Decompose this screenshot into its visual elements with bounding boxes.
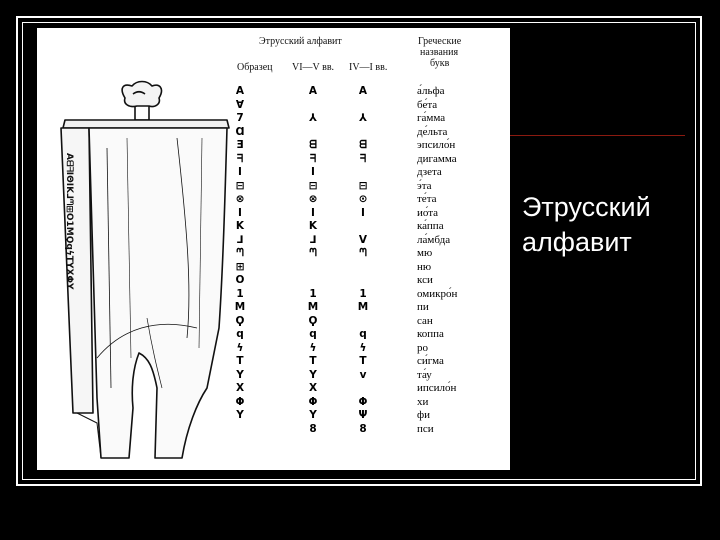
sample-glyph: T — [236, 355, 244, 367]
plate-header-period1: VI—V вв. — [292, 62, 335, 73]
alphabet-plate-image — [37, 28, 510, 470]
greek-letter-name: те́та — [417, 193, 437, 205]
greek-letter-name: пси — [417, 422, 434, 435]
period1-glyph: T — [309, 355, 317, 367]
greek-letter-name: фи — [417, 409, 431, 421]
greek-letter-name: ипсило́н — [417, 382, 457, 394]
period1-glyph: ⅃ — [309, 233, 317, 246]
greek-letter-name: де́льта — [417, 125, 448, 138]
period1-glyph: ⅄ — [309, 112, 317, 124]
greek-letter-name: эпсило́н — [417, 139, 456, 151]
greek-letter-name: сан — [417, 314, 433, 327]
greek-letter-name: га́мма — [417, 112, 446, 124]
greek-letter-name: пи — [417, 301, 429, 313]
period1-glyph: q — [309, 328, 317, 340]
period2-glyph: M — [357, 301, 369, 313]
period2-glyph — [355, 315, 371, 329]
sample-glyph: 7 — [236, 112, 244, 124]
sample-glyph: ϟ — [236, 341, 244, 354]
greek-letter-name: омикро́н — [417, 287, 458, 300]
period2-glyph: Ψ — [358, 409, 368, 421]
period2-glyph: ⅄ — [359, 112, 367, 124]
sample-glyph: Y — [236, 409, 244, 421]
sample-glyph: Ɐ — [235, 98, 245, 111]
period1-glyph — [305, 126, 321, 140]
period1-glyph: M — [307, 301, 319, 313]
period2-glyph — [355, 261, 371, 275]
greek-letter-name: ро — [417, 341, 428, 354]
period1-glyph — [305, 261, 321, 275]
plate-header-greek-line3: букв — [430, 58, 450, 69]
plate-header-greek-line2: названия — [420, 47, 459, 58]
period2-glyph: Φ — [358, 395, 368, 408]
sample-glyph: ⊟ — [235, 179, 245, 192]
period1-glyph: ⊟ — [308, 179, 318, 192]
period2-glyph — [355, 99, 371, 113]
period2-glyph — [355, 382, 371, 396]
greek-letter-name: а́льфа — [417, 85, 445, 97]
plate-header-title: Этрусский алфавит — [259, 36, 342, 47]
period1-glyph: A — [308, 85, 318, 97]
period1-glyph: Ϙ — [308, 314, 318, 327]
greek-letter-name: э́та — [417, 179, 432, 192]
plate-header-greek-line1: Греческие — [418, 36, 462, 47]
period1-glyph: X — [308, 382, 318, 394]
period1-glyph — [305, 274, 321, 288]
period2-glyph: T — [359, 355, 367, 367]
sample-glyph: Y — [236, 368, 244, 381]
title-divider-line — [510, 135, 685, 136]
slide-title — [522, 190, 702, 260]
greek-letter-name: дигамма — [417, 152, 457, 165]
period1-glyph — [305, 99, 321, 113]
period2-glyph: v — [359, 368, 367, 381]
period1-glyph: I — [311, 166, 315, 178]
greek-letter-name: ла́мбда — [417, 233, 451, 246]
plate-header-sample: Образец — [237, 62, 273, 73]
period1-glyph: ᖷ — [309, 152, 317, 165]
sample-glyph: Ɑ — [235, 125, 245, 138]
sample-glyph: X — [235, 382, 245, 394]
sample-glyph: ⅃ — [236, 233, 244, 246]
period1-glyph: Φ — [308, 395, 318, 408]
sample-glyph: M — [234, 301, 246, 313]
plate-header-period2: IV—I вв. — [349, 62, 388, 73]
period2-glyph: I — [361, 206, 365, 219]
period1-glyph: ᗺ — [309, 139, 317, 151]
sample-glyph: I — [238, 166, 242, 178]
period1-glyph: Y — [309, 368, 317, 381]
period2-glyph: A — [358, 85, 368, 97]
svg-text:AᗺᖷIΘIK⅃ᘉ⊞O1MϘqϟTYXΦY: AᗺᖷIΘIK⅃ᘉ⊞O1MϘqϟTYXΦY — [64, 153, 74, 290]
period2-glyph: ᗺ — [359, 139, 367, 151]
slide-title-line1: Этрусский — [522, 192, 651, 222]
period1-glyph: I — [311, 206, 315, 219]
sample-glyph: K — [235, 220, 245, 232]
period2-glyph — [355, 126, 371, 140]
greek-letter-name: ка́ппа — [417, 220, 444, 232]
period2-glyph: q — [359, 328, 367, 340]
period2-glyph — [355, 220, 371, 234]
period2-glyph — [355, 274, 371, 288]
greek-letter-name: ню — [417, 260, 432, 273]
period1-glyph: 8 — [309, 422, 317, 435]
sample-glyph: ᖷ — [236, 152, 244, 165]
period1-glyph: ᘉ — [309, 247, 317, 259]
period1-glyph-column — [305, 85, 321, 436]
greek-letter-name: мю — [417, 247, 433, 259]
sample-glyph: ⊗ — [235, 193, 245, 205]
period2-glyph: 1 — [359, 287, 367, 300]
period2-glyph: V — [358, 233, 368, 246]
slide-title-line2: алфавит — [522, 227, 632, 257]
greek-letter-name: бе́та — [417, 98, 438, 111]
sample-glyph: Ǝ — [236, 139, 244, 151]
period2-glyph: ⊟ — [358, 179, 368, 192]
period1-glyph: ϟ — [309, 341, 317, 354]
sample-glyph-column — [232, 85, 248, 423]
greek-names-column — [417, 85, 457, 436]
sample-glyph: 1 — [236, 287, 244, 300]
greek-letter-name: си́гма — [417, 355, 444, 367]
period1-glyph: ⊗ — [308, 193, 318, 205]
period2-glyph: 8 — [359, 422, 367, 435]
greek-letter-name: хи — [417, 395, 429, 408]
sample-glyph: Α — [235, 85, 245, 97]
period2-glyph-column — [355, 85, 371, 436]
sample-glyph: Ϙ — [235, 314, 245, 327]
greek-letter-name: ио́та — [417, 206, 439, 219]
period1-glyph: 1 — [309, 287, 317, 300]
sample-glyph: Φ — [235, 395, 245, 408]
period2-glyph: ᘉ — [359, 247, 367, 259]
sample-glyph: q — [236, 328, 244, 340]
period2-glyph — [355, 166, 371, 180]
sample-glyph: I — [238, 206, 242, 219]
greek-letter-name: коппа — [417, 328, 444, 340]
greek-letter-name: дзета — [417, 166, 442, 178]
period1-glyph: K — [308, 220, 318, 232]
period2-glyph: ϟ — [359, 341, 367, 354]
greek-letter-name: кси — [417, 274, 433, 286]
period2-glyph: ⊙ — [358, 193, 368, 205]
sample-glyph: O — [235, 274, 245, 286]
period2-glyph: ᖷ — [359, 152, 367, 165]
period1-glyph: Y — [309, 409, 317, 421]
sample-glyph: ⊞ — [235, 260, 245, 273]
sample-glyph: ᘉ — [236, 247, 244, 259]
greek-letter-name: та́у — [417, 368, 432, 381]
